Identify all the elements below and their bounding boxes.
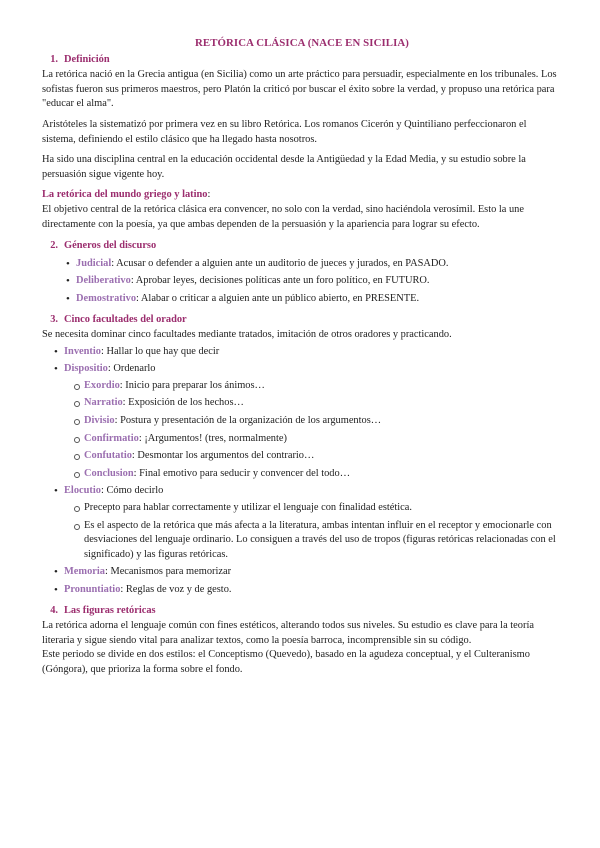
term: Confutatio <box>84 450 132 462</box>
section-generos <box>42 239 562 306</box>
term-description: : Final emotivo para seducir y convencer del todo… <box>133 467 351 479</box>
term-description: : Aprobar leyes, decisiones políticas ante un foro político, en FUTURO. <box>130 275 430 287</box>
section-figuras <box>42 604 562 678</box>
list-item <box>42 274 562 289</box>
term-description: : Hallar lo que hay que decir <box>100 345 220 357</box>
term-description: : Alabar o criticar a alguien ante un público abierto, en PRESENTE. <box>136 292 420 304</box>
term-description: : ¡Argumentos! (tres, normalmente) <box>138 432 287 444</box>
section-title: Las figuras retóricas <box>64 604 156 616</box>
term-description: : Acusar o defender a alguien ante un auditorio de jueces y jurados, en PASADO. <box>111 257 449 269</box>
term: Exordio <box>84 379 120 391</box>
section-number: 3. <box>50 313 58 325</box>
generos-list <box>42 257 562 307</box>
section-heading <box>42 53 562 68</box>
elocutio-sublist <box>42 501 562 562</box>
sublist-item <box>42 396 562 411</box>
term: Conclusion <box>84 467 134 479</box>
section-heading <box>42 239 562 254</box>
term-description: : Postura y presentación de la organización de los argumentos… <box>114 415 382 427</box>
list-item <box>42 292 562 307</box>
term: Deliberativo <box>76 275 131 287</box>
section-title: Definición <box>64 53 110 65</box>
sublist-item: Precepto para hablar correctamente y utilizar el lenguaje con finalidad estética. <box>42 501 562 516</box>
term-description: : Desmontar los argumentos del contrario… <box>131 450 315 462</box>
term: Judicial <box>76 257 112 269</box>
page-title: RETÓRICA CLÁSICA (NACE EN SICILIA) <box>195 37 409 49</box>
subsection-title: La retórica del mundo griego y latino <box>42 189 208 201</box>
sublist-item <box>42 379 562 394</box>
section-title: Géneros del discurso <box>64 240 157 252</box>
facultades-list <box>42 345 562 598</box>
dispositio-sublist <box>42 379 562 482</box>
sublist-item <box>42 414 562 429</box>
paragraph: Ha sido una disciplina central en la educación occidental desde la Antigüedad y la Edad Media, y su estudio sobre la persuasión sigue vigente hoy. <box>42 154 526 180</box>
term: Dispositio <box>64 363 108 375</box>
list-item <box>42 345 562 360</box>
term: Inventio <box>64 345 101 357</box>
paragraph: La retórica adorna el lenguaje común con fines estéticos, alterando todos sus niveles. Su estudio es clave para la teoría literaria y sigue siendo vital para analizar textos, como la poesía barroca, incomprensible sin su código. <box>42 620 534 646</box>
list-item <box>42 484 562 562</box>
term-description: : Ordenarlo <box>107 363 156 375</box>
section-heading <box>42 313 562 328</box>
term: Confirmatio <box>84 432 139 444</box>
sublist-item <box>42 432 562 447</box>
sublist-item: Es el aspecto de la retórica que más afecta a la literatura, ambas intentan influir en el receptor y emocionarle con desviaciones del lenguaje ordinario. Lo consiguen a través del uso de tropos (figuras retóricas relacionadas con el significado) y las figuras retóricas. <box>42 519 562 563</box>
sublist-item <box>42 449 562 464</box>
term-description: : Cómo decirlo <box>100 485 164 497</box>
term: Narratio <box>84 397 123 409</box>
section-title: Cinco facultades del orador <box>64 313 187 325</box>
paragraph: Se necesita dominar cinco facultades mediante tratados, imitación de otros oradores y practicando. <box>42 329 452 341</box>
list-item <box>42 362 562 481</box>
term: Pronuntiatio <box>64 584 121 595</box>
term: Divisio <box>84 415 115 427</box>
document-body <box>42 36 562 684</box>
term: Demostrativo <box>76 292 137 304</box>
paragraph: Aristóteles la sistematizó por primera vez en su libro Retórica. Los romanos Cicerón y Quintiliano perfeccionaron el sistema, definiendo el estilo clásico que ha llegado hasta nosotros. <box>42 118 527 145</box>
term-description: : Reglas de voz y de gesto. <box>120 584 232 595</box>
section-number: 2. <box>50 240 58 252</box>
list-item <box>42 257 562 272</box>
section-number: 1. <box>50 53 58 65</box>
paragraph: El objetivo central de la retórica clásica era convencer, no solo con la verdad, sino haciéndola verosímil. Esto la une directamente con la poesía, ya que ambas dependen de la persuasión y la apariencia para lograr su efecto. <box>42 203 524 230</box>
paragraph: La retórica nació en la Grecia antigua (en Sicilia) como un arte práctico para persuadir, especialmente en los tribunales. Los sofistas fueron sus primeros maestros, pero Platón la criticó por buscar el éxito sobre la verdad, y propuso una retórica para "educar el alma". <box>42 69 557 110</box>
section-mundo-griego-latino <box>42 188 562 232</box>
subsection-heading <box>42 188 562 203</box>
term: Memoria <box>64 566 105 578</box>
section-heading <box>42 604 562 619</box>
section-facultades <box>42 313 562 598</box>
section-number: 4. <box>50 604 58 616</box>
section-definicion <box>42 53 562 183</box>
term-description: : Inicio para preparar los ánimos… <box>119 379 265 391</box>
paragraph: Este periodo se divide en dos estilos: el Conceptismo (Quevedo), basado en la agudeza conceptual, y el Culteranismo (Góngora), que prioriza la forma sobre el fondo. <box>42 649 530 675</box>
term: Elocutio <box>64 485 101 497</box>
term-description: : Mecanismos para memorizar <box>104 566 232 578</box>
subsection-colon: : <box>207 189 211 201</box>
list-item <box>42 565 562 580</box>
list-item <box>42 583 562 598</box>
sublist-item <box>42 467 562 482</box>
term-description: : Exposición de los hechos… <box>122 397 244 409</box>
